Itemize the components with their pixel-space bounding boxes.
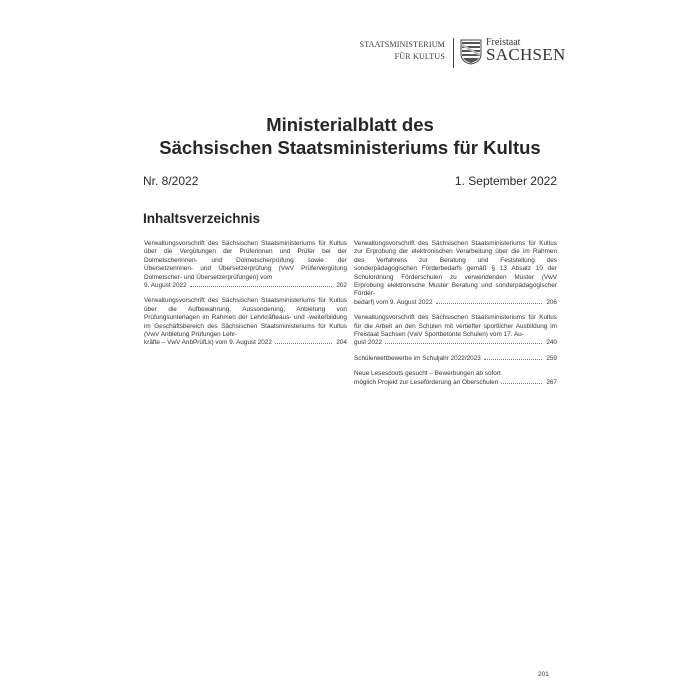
- title-line1: Ministerialblatt des: [266, 114, 434, 135]
- toc-entry-lastline: möglich Projekt zur Leseförderung an Oberschulen: [354, 378, 499, 386]
- issue-number: Nr. 8/2022: [143, 174, 199, 188]
- ministry-line2: FÜR KULTUS: [394, 52, 445, 61]
- title-line2: Sächsischen Staatsministeriums für Kultus: [159, 137, 541, 158]
- saxony-coat-of-arms-icon: [460, 39, 482, 65]
- toc-page-number: 267: [546, 378, 557, 386]
- leader-dots: [501, 382, 542, 384]
- toc-entry[interactable]: [144, 297, 347, 347]
- toc-entry[interactable]: [354, 355, 557, 363]
- toc-page-number: 240: [546, 339, 557, 347]
- ministry-logo-text: [355, 39, 445, 63]
- toc-entry-text: Verwaltungsvorschrift des Sächsischen Staatsministeriums für Kultus über die Aufbewahrung, Aussonderung, Anbietung von Prüfungsunterlagen im Rahmen der Lehrkräfteaus- und -weiterbildung im Geschäftsbereich des Sächsischen Staatsministeriums für Kultus (VwV Anbietung Prüfungen Lehr-: [144, 297, 347, 339]
- toc-page-number: 202: [336, 282, 347, 290]
- page-number: 201: [538, 671, 549, 678]
- toc-page-number: 259: [546, 354, 557, 362]
- toc-entry-text: Verwaltungsvorschrift des Sächsischen Staatsministeriums für Kultus für die Arbeit an den Schulen mit vertiefter sportlicher Ausbildung im Freistaat Sachsen (VwV Sportbetonte Schulen) vom 17. Au-: [354, 314, 557, 339]
- issue-date: 1. September 2022: [454, 174, 557, 188]
- toc-heading: Inhaltsverzeichnis: [143, 211, 261, 226]
- toc-entry-text: Verwaltungsvorschrift des Sächsischen Staatsministeriums für Kultus über die Vergütungen der Prüferinnen und Prüfer bei der Dolmetscherinnen- und Dolmetscherprüfung sowie der Übersetzerinnen- und Übersetzerprüfung (VwV Prüfervergütung Dolmetscher- und Übersetzerprüfungen) vom: [144, 240, 347, 281]
- leader-dots: [190, 285, 332, 287]
- toc-page-number: 206: [546, 298, 557, 306]
- toc-entry-text: Neue Lesescouts gesucht – Bewerbungen ab sofort: [354, 370, 501, 378]
- toc-entry-lastline: 9. August 2022: [144, 282, 187, 290]
- toc-entry[interactable]: [354, 370, 557, 387]
- toc-column-right: [354, 240, 557, 394]
- toc-entry-text: Verwaltungsvorschrift des Sächsischen Staatsministeriums für Kultus zur Erprobung der elektronischen Verarbeitung über die im Rahmen des Verfahrens zur Beratung und Feststellung des sonderpädagogischen Förderbedarfs gemäß § 13 Absatz 10 der Schulordnung Förderschulen zu verwendenden Muster (VwV Erprobung elektronische Muster Beratung und sonderpädagogischer Förder-: [354, 240, 557, 298]
- toc-entry-lastline: Schülerwettbewerbe im Schuljahr 2022/2023: [354, 354, 481, 362]
- state-label-small: Freistaat: [486, 37, 521, 48]
- toc-page-number: 204: [336, 339, 347, 347]
- toc-entry[interactable]: [354, 240, 557, 307]
- toc-entry[interactable]: [144, 240, 347, 290]
- ministry-line1: STAATSMINISTERIUM: [359, 40, 445, 49]
- logo-divider: [453, 38, 454, 68]
- leader-dots: [385, 342, 542, 344]
- toc-entry-lastline: gust 2022: [354, 339, 383, 347]
- state-label-large: SACHSEN: [486, 45, 566, 64]
- toc-entry[interactable]: [354, 314, 557, 348]
- leader-dots: [484, 358, 542, 360]
- page-title: [140, 113, 560, 159]
- leader-dots: [275, 342, 332, 344]
- leader-dots: [436, 302, 542, 304]
- toc-entry-lastline: bedarf) vom 9. August 2022: [354, 298, 433, 306]
- toc-column-left: [144, 240, 347, 355]
- toc-entry-lastline: kräfte – VwV AnbPrüfLk) vom 9. August 2022: [144, 339, 272, 347]
